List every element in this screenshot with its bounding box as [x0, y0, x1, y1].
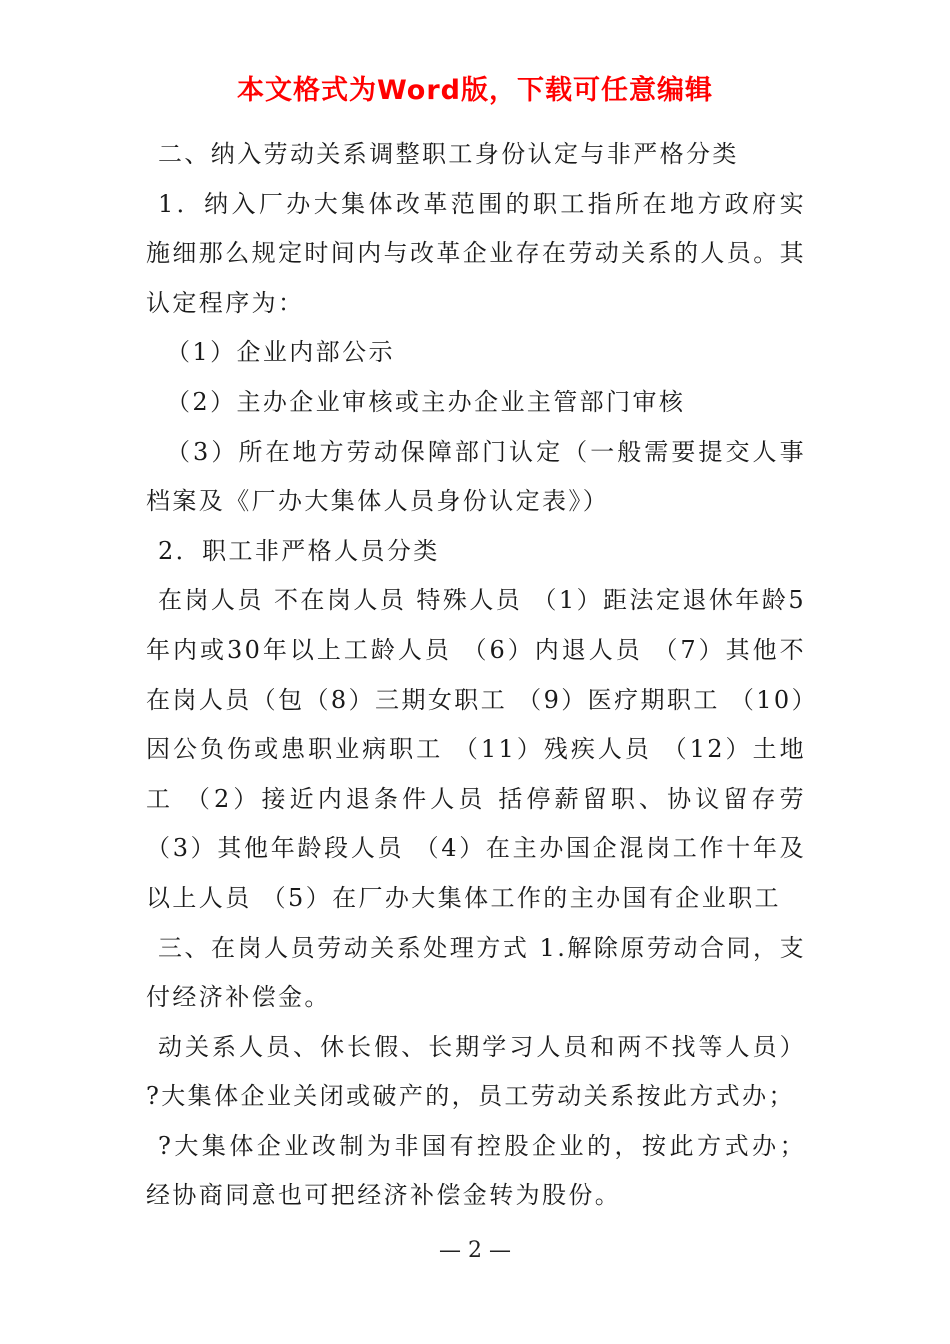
page-number: — 2 — — [439, 1238, 511, 1263]
paragraph-classification-list: 在岗人员 不在岗人员 特殊人员 （1）距法定退休年龄5年内或30年以上工龄人员 （6）内退人员 （7）其他不在岗人员（包（8）三期女职工 （9）医疗期职工 （10）因公负伤或患职业病职工 （11）残疾人员 （12）土地工 （2）接近内退条件人员 括停薪留职、协议留存劳（3）其他年龄段人员 （4）在主办国企混岗工作十年及以上人员 （5）在厂办大集体工作的主办国有企业职工 — [146, 586, 806, 912]
paragraph-closure-bankruptcy: 动关系人员、休长假、长期学习人员和两不找等人员） ?大集体企业关闭或破产的，员工劳动关系按此方式办； — [146, 1032, 806, 1111]
paragraph-identity-definition: 1．纳入厂办大集体改革范围的职工指所在地方政府实施细那么规定时间内与改革企业存在劳动关系的人员。其认定程序为： — [146, 189, 806, 317]
procedure-step-3: （3）所在地方劳动保障部门认定（一般需要提交人事档案及《厂办大集体人员身份认定表》） — [146, 437, 806, 516]
subheading-classification: 2．职工非严格人员分类 — [158, 536, 440, 565]
procedure-step-1: （1）企业内部公示 — [166, 338, 395, 367]
paragraph-restructuring: ?大集体企业改制为非国有控股企业的，按此方式办；经协商同意也可把经济补偿金转为股份。 — [146, 1131, 806, 1210]
section-heading-2: 二、纳入劳动关系调整职工身份认定与非严格分类 — [158, 140, 739, 168]
section-heading-3: 三、在岗人员劳动关系处理方式 1.解除原劳动合同，支付经济补偿金。 — [146, 933, 806, 1012]
procedure-step-2: （2）主办企业审核或主办企业主管部门审核 — [166, 387, 686, 416]
document-body — [146, 130, 806, 1221]
format-banner: 本文格式为Word版，下载可任意编辑 — [236, 75, 713, 106]
